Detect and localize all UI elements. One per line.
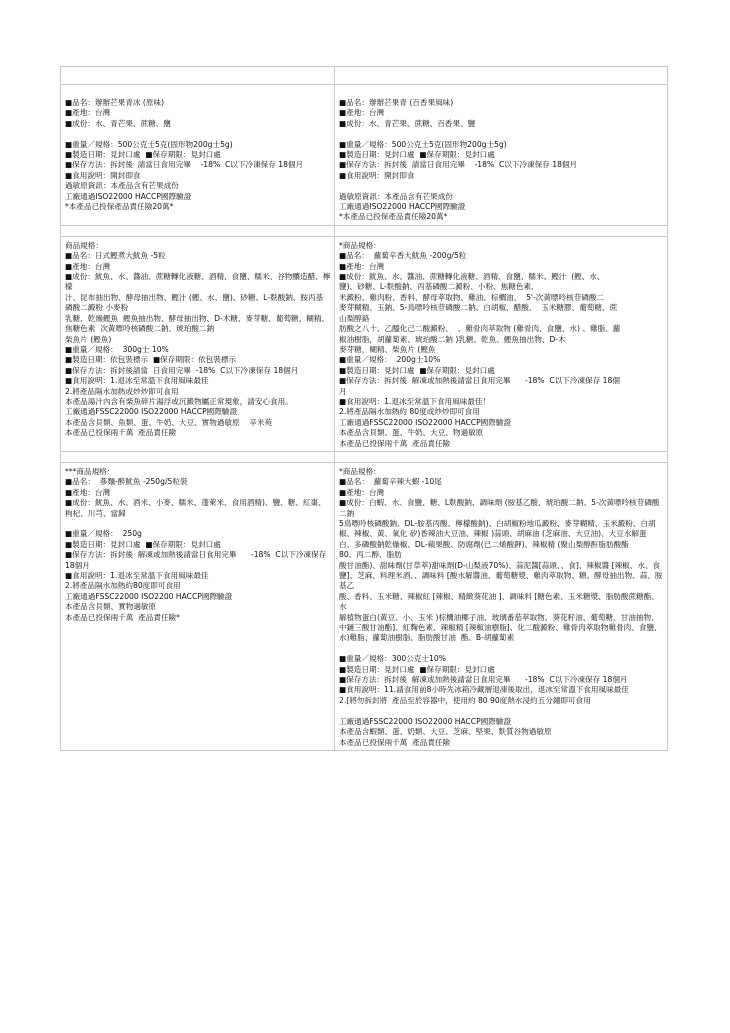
spec-line: 商品規格：: [65, 240, 103, 250]
table-row: [61, 85, 668, 226]
spec-line: 工廠通過ISO22000 HACCP國際驗證: [339, 202, 466, 212]
spec-line: ***商品規格：: [65, 466, 115, 476]
spec-line: ■品名：日式鰹煮大魷魚 -5粒: [65, 251, 166, 261]
spec-line: ■食用說明：1.退冰至常溫下食用風味最佳！: [339, 396, 491, 406]
spec-line: 鹽)、砂糖、L-麩酸鈉、丙基磷酸二澱粉、小粉、焦糖色素、: [339, 282, 539, 292]
spec-line: ■品名： 蘿蔔辛辣大蝦 -10尾: [339, 477, 442, 487]
spec-line: 本產品含貝類、魚類、蛋、牛奶、大豆、實物過敏原 辛米苑: [65, 417, 273, 427]
spec-line: 本產品湯汁內含有柴魚碎片湯浮或沉澱物屬正常現象，請安心食用。: [65, 396, 293, 406]
empty-cell: [61, 225, 335, 236]
spec-line: ■保存方法：拆封後 請當日食用完畢 -18% C以下冷凍保存 18個月: [339, 160, 578, 170]
spec-line: ■產地：台灣: [65, 487, 111, 497]
spec-line: 麥芽糊精、玉鈉、5-鳥嘌呤核苷磷酸二鈉、白胡椒、醋酸、 玉米糖膠、葡萄糖、蔗: [339, 303, 618, 313]
spec-line: 工廠通過ISO22000 HACCP國際驗證: [65, 191, 192, 201]
spec-line: 水)雞脂、蘿蔔油樹脂、脂肪酸甘油 酯、B-胡蘿蔔素: [339, 633, 515, 643]
product-cell-spicy-shrimp: [335, 462, 668, 750]
spec-line: ■品名： 蘿蔔辛香大魷魚 -200g/5粒: [339, 251, 467, 261]
spec-line: 過敏原資訊：本產品含有芒果成份: [65, 181, 179, 191]
product-cell-mango-passionfruit: [335, 85, 668, 226]
spec-line: 乳糖、乾燥鰹魚 鰹魚抽出物、酵母抽出物、D-木糖、麥芽糖、葡萄糖、糊精、: [65, 313, 330, 323]
spec-line: [65, 519, 331, 529]
spec-line: 麥芽糖，糊精、柴魚片 (鰹魚: [339, 344, 436, 354]
product-cell-mango-original: [61, 85, 335, 226]
spec-line: ■製造日期：見封口處 ■保存期限：見封口處: [339, 664, 495, 674]
spec-line: 汁、昆布抽出物、酵母抽出物、鰹汁 (鰹、水、鹽)、砂糖、L-麩酸鈉、胺丙基: [65, 292, 324, 302]
spec-line: *商品規格：: [339, 466, 381, 476]
product-spec-table: [60, 66, 668, 751]
spec-line: 工廠通過FSSC22000 ISO2200 HACCP國際驗證: [65, 591, 233, 601]
spec-line: 工廠通過FSSC22000 ISO22000 HACCP國際驗證: [339, 417, 512, 427]
table-row: [61, 462, 668, 750]
spec-line: ■成份：魷魚、水、醬油、蔗糖轉化液糖、酒精、食鹽、糯米、谷物釀造醋、檸檬: [65, 272, 331, 292]
spec-sheet: [60, 66, 667, 751]
spec-line: 本產品已投保兩千萬 產品責任險: [65, 428, 177, 438]
spec-line: ■重量／規格： 250g: [65, 529, 142, 539]
spec-line: 米澱粉、雞肉粉、香料、酵母萃取物、雞油、棕櫚油、 5'-次黃嘌呤核苷磷酸二: [339, 292, 605, 302]
spacer-row: [61, 451, 668, 462]
spec-line: ■重量／規格：300公克士10%: [339, 654, 446, 664]
spec-line: 工廠通過FSSC22000 ISO22000 HACCP國際驗證: [65, 407, 238, 417]
spec-line: ■保存方法：拆封後 解凍或加熱後請當日食用完畢 -18% C以下冷凍保存 18個月: [339, 675, 628, 685]
empty-cell: [61, 451, 335, 462]
spec-line: 工廠通過FSSC22000 ISO22000 HACCP國際驗證: [339, 716, 512, 726]
spec-line: *本產品已投保產品責任險20萬*: [65, 202, 174, 212]
spec-line: ■成份：魷魚、水、醬油、蔗糖轉化液糖、酒精、食鹽、糯米、鰹汁 (鰹、水、: [339, 272, 605, 282]
spec-line: ■重量／規格：500公克士5克(固形物200g士5g): [339, 139, 507, 149]
spec-line: ■重量／規格：500公克士5克(固形物200g士5g): [65, 139, 233, 149]
spec-line: 月: [339, 386, 347, 396]
spec-line: ■重量／規格： 300g士 10%: [65, 344, 169, 354]
spec-line: 本產品已投保兩千萬 產品責任險: [339, 438, 451, 448]
spec-line: 本產品含貝類、實物過敏原: [65, 602, 157, 612]
spec-line: ■品名：辦辦芒果青 (百香果風味): [339, 98, 454, 107]
spec-line: *本產品已投保產品責任險20萬*: [339, 212, 448, 222]
spec-line: ■製造日期：見封口處 ■保存期限：見封口處: [339, 365, 495, 375]
spec-line: 鹽]、芝麻、料理米酒、、調味料 [酸水解醬油、葡萄糖漿、雞肉萃取物、糖、酵母抽出物、蒜、胺基乙: [339, 571, 663, 591]
empty-cell: [335, 67, 668, 85]
spec-line: ■重量／規格： 200g士10%: [339, 355, 441, 365]
spec-line: 焦糖色素 次黃嘌呤核磷酸二鈉、琥珀酸二鈉: [65, 324, 215, 334]
spec-line: ■產地：台灣: [339, 261, 385, 271]
spec-line: 本產品已投保兩千萬 產品責任險: [339, 737, 451, 747]
spec-line: 椒、辣椒、黃、氧化 矽)香辣油大豆油、辣椒 )蒜頭、胡麻油 (芝麻油、大豆油)、大豆水解蛋: [339, 529, 647, 539]
spec-line: 山梨醇鉻: [339, 313, 370, 323]
spec-line: ■製造日期：見封口處 ■保存期限：見封口處: [65, 150, 221, 160]
spec-line: ■食用說明：1.退冰至常溫下食用風味最佳: [65, 376, 209, 386]
spec-line: ■食用說明：1.退冰至常溫下食用風味最佳: [65, 571, 209, 581]
spec-line: 肪酸之八十、乙醯化己二酸澱粉、 、雞骨肉萃取物 (雞骨肉、食鹽、水) 、雞脂、蘿: [339, 324, 621, 334]
spacer-row: [61, 67, 668, 85]
spec-line: [339, 181, 664, 191]
spec-line: ■成份：水、青芒果、蔗糖、鹽: [65, 118, 171, 128]
spec-line: ■成份：水、青芒果、蔗糖、百香果、鹽: [339, 118, 476, 128]
spec-line: 中鏈三酸甘油酯]、紅麴色素、辣椒精 [辣椒油樹脂]、化二酸澱粉、雞骨肉萃取物雞骨肉、食鹽、: [339, 623, 662, 633]
spec-line: ■保存方法：拆封後 解凍或加熱後請當日食用完畢 -18% C以下冷凍保存 18個月: [65, 550, 332, 570]
spec-line: 2.將產品隔水加熱約 80度或炒炒即可食用: [339, 407, 480, 417]
empty-cell: [335, 225, 668, 236]
spec-line: 過敏原資訊：本產品含有芒果成份: [339, 191, 453, 201]
spec-line: ■保存方法：拆封後 請當日食用完畢 -18% C以下冷凍保存 18個月: [65, 160, 304, 170]
product-cell-drunken-squid: [61, 462, 335, 750]
spec-line: [339, 129, 664, 139]
spec-line: ■產地：台灣: [65, 108, 111, 118]
empty-cell: [61, 67, 335, 85]
table-row: [61, 236, 668, 451]
spec-line: 磷酸二澱粉 小麥粉: [65, 303, 129, 313]
spec-line: ■保存方法：拆封後請當 日食用完畢 -18% C以下冷凍保存 18個月: [65, 365, 299, 375]
spec-line: 解植物蛋白(黃豆、小、玉米 )棕櫚油椰子油、玻璃番茄萃取物、葵花籽油、葡萄糖、甘油抽物、: [339, 612, 659, 622]
spec-line: ■食用說明：11.請食用前8小時先冰箱冷藏層退凍後取出，退冰至常溫下食用風味最佳: [339, 685, 629, 695]
spec-line: 酸、香料、玉米糖、辣椒紅 [辣椒、精緻葵花油 ]、調味料 [糖色素、玉米糖漿、脂肪酸蔗糖酯、水: [339, 591, 659, 612]
spec-line: ■產地：台灣: [339, 487, 385, 497]
spec-line: 2.[將勿拆封將 產品至於容器中，使用約 80 90度熱水浸約五分鐘即可食用: [339, 695, 591, 705]
spec-line: [339, 706, 664, 716]
spec-line: ■製造日期：依包裝標示 ■保存期限：依包裝標示: [65, 355, 237, 365]
spec-line: ■品名： 蔘麵-醉魷魚 -250g/5粒裝: [65, 477, 188, 487]
spec-line: ■成份：魷魚、水、酒米、小麥、糯米、蓬萊米、食用酒精)、鹽、糖、紅棗、枸杞、川芎、當歸: [65, 498, 326, 518]
spec-line: 椒油樹脂，胡蘿蔔素、琥珀酸二鈉 )乳糖、乾魚、鰹魚抽出物、D-木: [339, 334, 566, 344]
spec-line: 柴魚片 (鰹魚): [65, 334, 112, 344]
spec-line: ■產地：台灣: [65, 261, 111, 271]
product-cell-spicy-squid: [335, 236, 668, 451]
spec-line: ■成份：白蝦、水、食鹽、糖、L麩酸鈉、調味劑 (胺基乙酸、琥珀酸二鈉、5-次黃嘌呤核苷磷酸二鈉: [339, 498, 660, 518]
spec-line: 本產品已投保兩千萬 產品責任險*: [65, 612, 180, 622]
spec-line: 5鳥嘌呤核磷酸鈉、DL-胺基丙酸、檸檬酸鈉)、白胡椒粉地瓜澱粉、麥芽糊精、玉米澱粉、白胡: [339, 519, 656, 528]
spec-line: [339, 644, 664, 654]
spec-line: 本產品含貝類、蛋、牛奶、大豆、物過敏原: [339, 428, 484, 438]
spec-line: 白、多磷酸鈉乾燥椒、DL-蘋果酸、防腐劑(已二烯酸鉀)、辣椒精 (聚山梨醇酐脂肪酸酯: [339, 539, 629, 549]
spec-line: *商品規格：: [339, 240, 381, 250]
spec-line: ■食用說明：開封即食: [339, 170, 415, 180]
spec-line: ■品名：辦辦芒果青冰 (原味): [65, 98, 165, 107]
product-cell-braised-squid: [61, 236, 335, 451]
spacer-row: [61, 225, 668, 236]
spec-line: ■製造日期：見封口處 ■保存期限：見封口處: [65, 539, 221, 549]
spec-line: 本產品含蝦類、蛋、奶類、大豆、芝麻、堅果、麩質谷物過敏原: [339, 727, 552, 737]
spec-line: 2.將產品隔水加熱約80度即可食用: [65, 581, 181, 591]
spec-line: ■產地：台灣: [339, 108, 385, 118]
empty-cell: [335, 451, 668, 462]
spec-line: 酸甘油酯)、甜味劑(甘草萃)甜味劑(D-山梨液70%)、蒜泥醬[蒜頭、、食]、辣椒醬 [辣椒、水、食: [339, 560, 661, 570]
spec-line: 80、丙二醇、脂肪: [339, 550, 402, 560]
spec-line: 2.將產品隔水加熱或炒炒即可食用: [65, 386, 179, 396]
spec-line: ■保存方法：拆封後 解凍或加熱後請當日食用完畢 -18% C以下冷凍保存 18個: [339, 376, 620, 386]
spec-line: ■製造日期：見封口處 ■保存期限：見封口處: [339, 150, 495, 160]
spec-line: ■食用說明：開封即食: [65, 170, 141, 180]
spec-line: [65, 129, 331, 139]
